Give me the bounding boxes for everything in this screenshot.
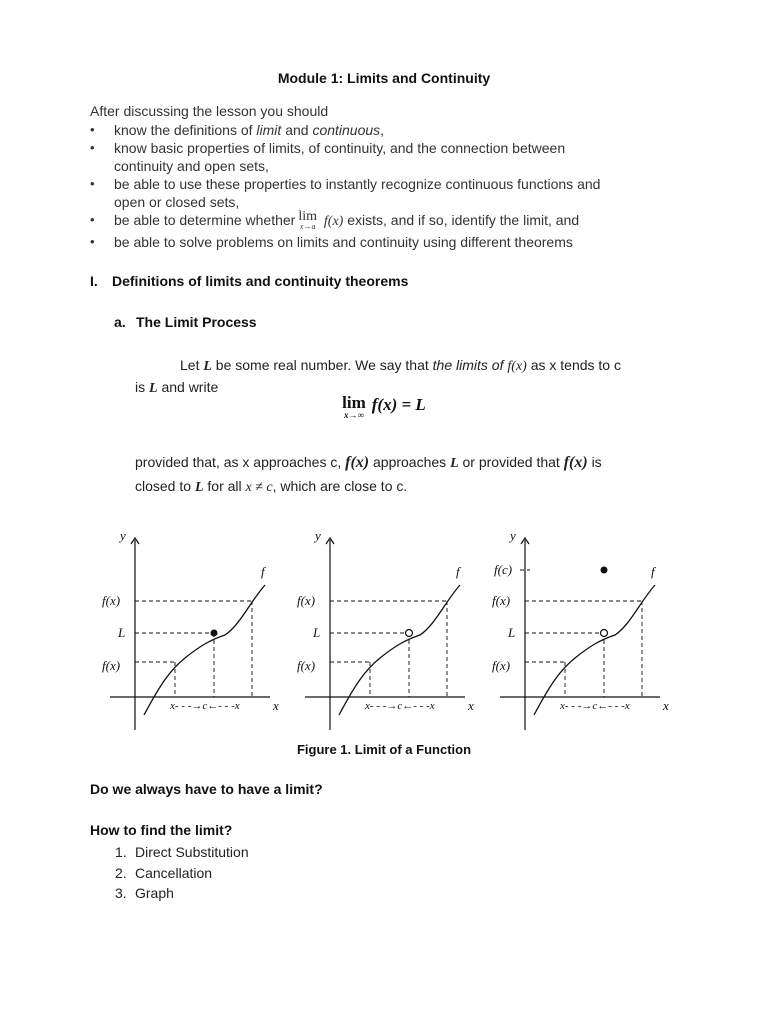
definition-paragraph: Let L be some real number. We say that the limits of f(x) as x tends to c is L and write — [135, 357, 621, 396]
L-label: L — [313, 625, 321, 640]
function-value-point — [601, 567, 608, 574]
y-axis-label: y — [315, 528, 321, 543]
question-heading: How to find the limit? — [90, 822, 233, 838]
L-label: L — [118, 625, 126, 640]
list-item: 1. Direct Substitution — [115, 844, 249, 860]
function-label: f — [456, 564, 460, 579]
y-axis-label: y — [510, 528, 516, 543]
limit-point-open — [406, 630, 413, 637]
methods-list — [115, 842, 249, 904]
provided-paragraph: provided that, as x approaches c, f(x) approaches L or provided that f(x) is closed to L for all x ≠ c, which are close to c. — [135, 454, 602, 495]
function-curve — [339, 585, 460, 715]
fx-upper-label: f(x) — [492, 593, 511, 608]
list-item: 2. Cancellation — [115, 864, 213, 881]
objective-item: • be able to solve problems on limits and continuity using different theorems — [90, 233, 690, 251]
x-approach-label: x- - -→c←- - -x — [365, 700, 435, 712]
function-curve — [534, 585, 655, 715]
fx-lower-label: f(x) — [102, 658, 121, 673]
limit-figure — [90, 520, 690, 735]
fx-lower-label: f(x) — [492, 658, 511, 673]
x-axis-label: x — [663, 698, 669, 713]
graph-panel-3 — [492, 528, 669, 730]
intro-text: After discussing the lesson you should — [90, 103, 329, 119]
graph-panel-2 — [297, 528, 474, 730]
page-title: Module 1: Limits and Continuity — [277, 70, 491, 86]
fx-upper-label: f(x) — [297, 593, 316, 608]
limit-point-open — [601, 630, 608, 637]
y-axis-label: y — [120, 528, 126, 543]
inline-limit: lim x→a — [298, 209, 318, 231]
limit-point-filled — [211, 630, 218, 637]
objectives-list — [90, 121, 690, 251]
x-axis-label: x — [273, 698, 279, 713]
graph-panel-1 — [102, 528, 279, 730]
fx-upper-label: f(x) — [102, 593, 121, 608]
x-axis-label: x — [468, 698, 474, 713]
question-heading: Do we always have to have a limit? — [90, 781, 323, 797]
function-curve — [144, 585, 265, 715]
objective-item: • be able to determine whether lim x→a f(x) exists, and if so, identify the limit, and — [90, 211, 690, 231]
fc-label: f(c) — [494, 562, 513, 577]
list-item: 3. Graph — [115, 885, 174, 901]
objective-item: • be able to use these properties to instantly recognize continuous functions and open or closed sets, — [90, 175, 690, 211]
figure-caption: Figure 1. Limit of a Function — [296, 742, 472, 757]
objective-item: • know the definitions of limit and continuous, — [90, 121, 690, 139]
fx-lower-label: f(x) — [297, 658, 316, 673]
subsection-heading: a. The Limit Process — [114, 314, 257, 330]
limit-equation: lim x→∞ f(x) = L — [342, 393, 426, 420]
L-label: L — [508, 625, 516, 640]
x-approach-label: x- - -→c←- - -x — [170, 700, 240, 712]
objective-item: • know basic properties of limits, of continuity, and the connection between continuity and open sets, — [90, 139, 690, 175]
section-heading: I. Definitions of limits and continuity theorems — [90, 273, 409, 289]
function-label: f — [261, 564, 265, 579]
function-label: f — [651, 564, 655, 579]
x-approach-label: x- - -→c←- - -x — [560, 700, 630, 712]
